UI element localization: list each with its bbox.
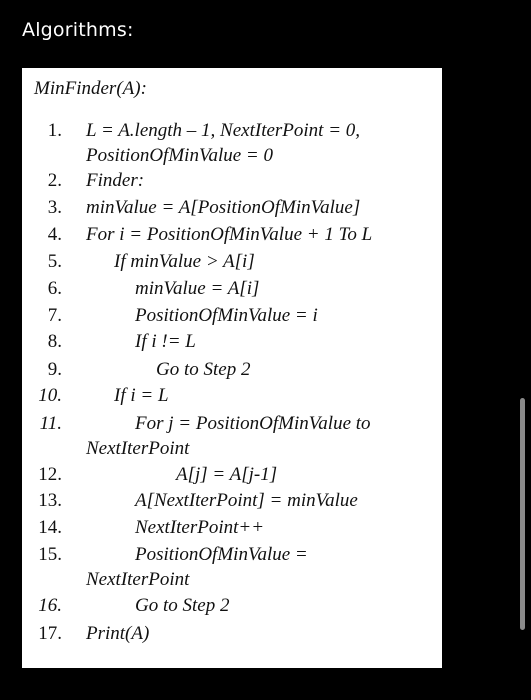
line-number: 8. bbox=[47, 331, 62, 352]
line-number: 3. bbox=[47, 197, 62, 218]
line-text: minValue = A[PositionOfMinValue] bbox=[86, 197, 361, 218]
line-text: A[NextIterPoint] = minValue bbox=[135, 490, 358, 511]
algorithm-card bbox=[22, 68, 442, 668]
line-text: Go to Step 2 bbox=[135, 595, 230, 616]
line-number: 14. bbox=[38, 517, 62, 538]
line-number: 13. bbox=[38, 490, 62, 511]
line-number: 5. bbox=[47, 251, 62, 272]
line-number: 17. bbox=[38, 623, 62, 644]
line-text: minValue = A[i] bbox=[135, 278, 260, 299]
line-number: 4. bbox=[47, 224, 62, 245]
algorithm-title: MinFinder(A): bbox=[34, 78, 147, 99]
line-number: 2. bbox=[47, 170, 62, 191]
line-number: 6. bbox=[47, 278, 62, 299]
line-text: NextIterPoint bbox=[86, 569, 190, 590]
line-text: Finder: bbox=[86, 170, 145, 191]
line-text: If i = L bbox=[114, 385, 169, 406]
line-text: A[j] = A[j-1] bbox=[176, 464, 278, 485]
line-text: If minValue > A[i] bbox=[114, 251, 255, 272]
line-number: 11. bbox=[39, 413, 62, 434]
line-text: For i = PositionOfMinValue + 1 To L bbox=[86, 224, 373, 245]
line-text: Print(A) bbox=[86, 623, 150, 644]
line-number: 15. bbox=[38, 544, 62, 565]
vertical-scrollbar[interactable] bbox=[520, 398, 525, 630]
line-text: Go to Step 2 bbox=[156, 359, 251, 380]
line-text: L = A.length – 1, NextIterPoint = 0, bbox=[86, 120, 361, 141]
line-number: 1. bbox=[47, 120, 62, 141]
line-number: 16. bbox=[38, 595, 62, 616]
line-number: 9. bbox=[47, 359, 62, 380]
line-text: If i != L bbox=[135, 331, 196, 352]
line-number: 10. bbox=[38, 385, 62, 406]
line-number: 7. bbox=[47, 305, 62, 326]
line-text: PositionOfMinValue = 0 bbox=[86, 145, 273, 166]
line-text: PositionOfMinValue = bbox=[135, 544, 308, 565]
line-text: PositionOfMinValue = i bbox=[135, 305, 318, 326]
line-text: For j = PositionOfMinValue to bbox=[135, 413, 371, 434]
page-heading: Algorithms: bbox=[22, 19, 134, 41]
line-text: NextIterPoint bbox=[86, 438, 190, 459]
line-text: NextIterPoint++ bbox=[135, 517, 265, 538]
line-number: 12. bbox=[38, 464, 62, 485]
